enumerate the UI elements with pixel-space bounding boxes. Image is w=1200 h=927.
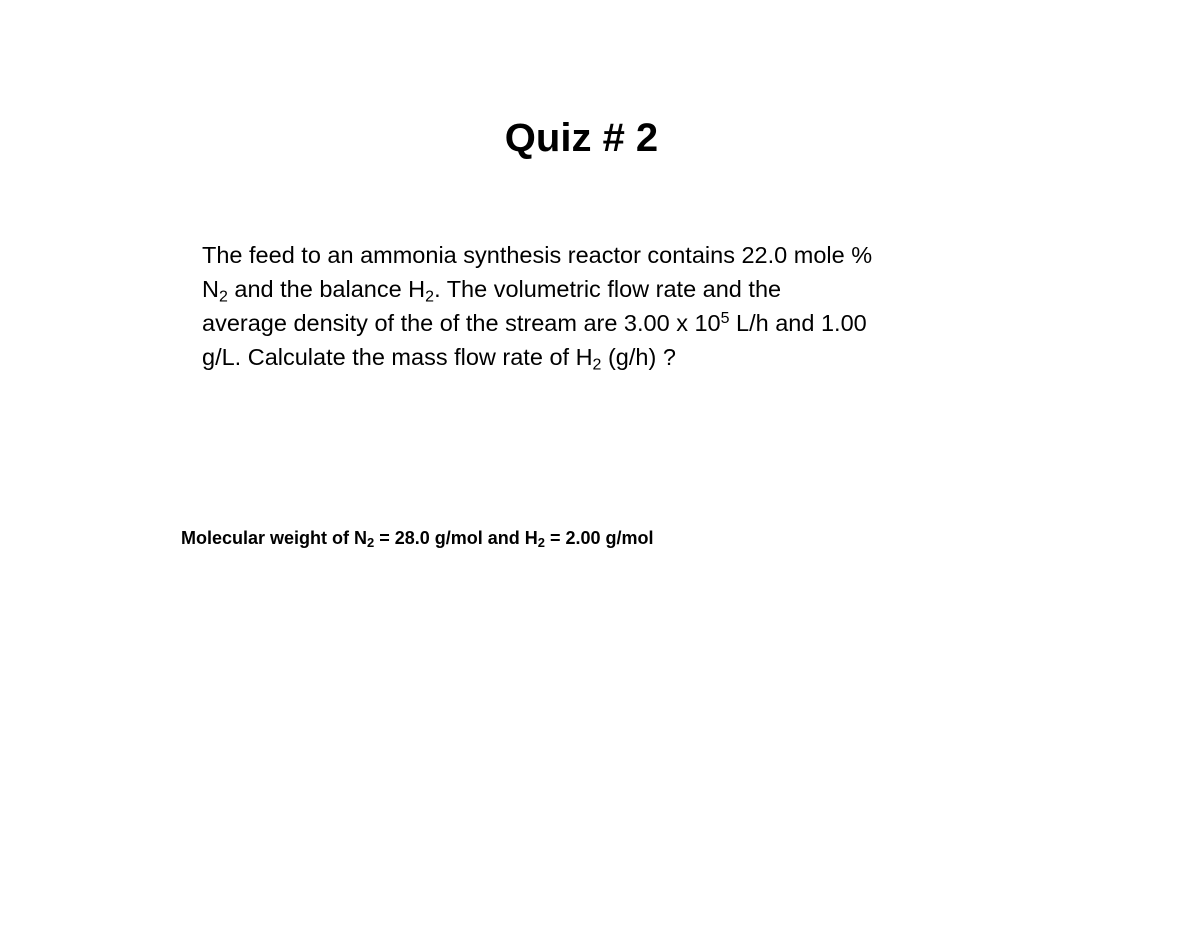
mw-n2-subscript: 2 xyxy=(367,534,375,550)
mw-end: = 2.00 g/mol xyxy=(545,528,654,548)
problem-statement xyxy=(202,238,962,374)
h2-subscript: 2 xyxy=(425,288,435,306)
problem-line-3 xyxy=(202,306,962,340)
problem-line-2 xyxy=(202,272,962,306)
problem-line-2-end: . The volumetric flow rate and the xyxy=(434,276,782,302)
h2-subscript-question: 2 xyxy=(592,356,602,374)
n2-subscript: 2 xyxy=(218,288,228,306)
problem-line-4-end: (g/h) ? xyxy=(601,344,676,370)
molecular-weight-note xyxy=(181,525,654,551)
exponent-superscript: 5 xyxy=(720,310,730,328)
problem-line-1 xyxy=(202,238,962,272)
problem-line-3-start: average density of the of the stream are 3.00 x 10 xyxy=(202,310,721,336)
problem-line-2-mid: and the balance H xyxy=(227,276,426,302)
problem-line-2-n: N xyxy=(202,276,219,302)
problem-line-3-end: L/h and 1.00 xyxy=(729,310,867,336)
problem-line-1-text: The feed to an ammonia synthesis reactor contains 22.0 mole % xyxy=(202,242,873,268)
mw-h2-subscript: 2 xyxy=(537,534,545,550)
quiz-title: Quiz # 2 xyxy=(504,116,659,160)
problem-line-4 xyxy=(202,340,962,374)
mw-start: Molecular weight of N xyxy=(181,528,368,548)
mw-mid: = 28.0 g/mol and H xyxy=(374,528,538,548)
problem-line-4-start: g/L. Calculate the mass flow rate of H xyxy=(202,344,593,370)
